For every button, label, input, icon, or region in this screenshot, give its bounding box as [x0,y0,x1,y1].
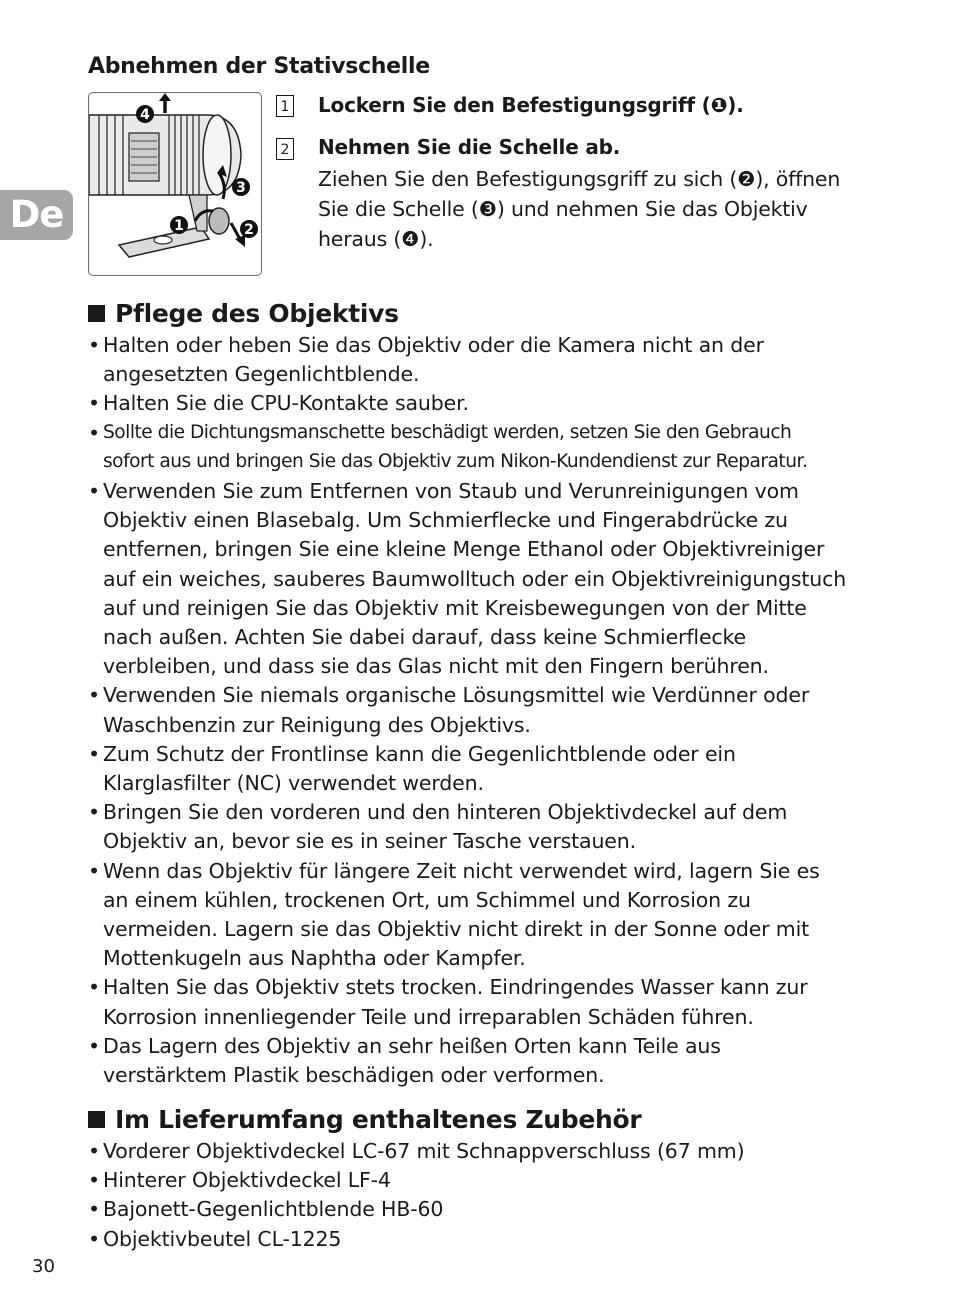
accessories-heading-text: Im Lieferumfang enthaltenes Zubehör [115,1105,642,1134]
care-bullet-line: Halten Sie die CPU-Kontakte sauber. [103,391,469,416]
bullet-marker: • [88,1033,100,1058]
care-bullet-line: Klarglasfilter (NC) verwendet werden. [103,771,484,795]
heading-square-icon [88,1111,105,1128]
bullet-marker: • [88,975,100,1000]
lens-collar-illustration [89,93,262,276]
care-bullet-line: auf ein weiches, sauberes Baumwolltuch oder ein Objektivreinigungstuch [103,566,847,591]
care-bullet-line: Waschbenzin zur Reinigung des Objektivs. [103,712,531,737]
care-bullet-line: entfernen, bringen Sie eine kleine Menge Ethanol oder Objektivreiniger [103,537,825,562]
care-bullet-line: Zum Schutz der Frontlinse kann die Gegenlichtblende oder ein [103,741,736,766]
care-bullet-line: verbleiben, und dass sie das Glas nicht mit den Fingern berühren. [103,654,769,679]
bullet-marker: • [88,683,100,708]
bullet-marker: • [88,741,100,766]
accessories-heading [88,1105,641,1134]
bullet-marker: • [88,479,100,503]
language-tab: De [0,190,73,240]
bullet-marker: • [88,420,100,445]
step-number-2: 2 [276,138,294,160]
bullet-marker: • [88,391,100,416]
callout-4: 4 [140,107,150,123]
tripod-collar-figure [88,92,262,276]
page-number: 30 [32,1256,55,1277]
bullet-marker: • [88,333,100,357]
step-2-text: Nehmen Sie die Schelle ab. [318,135,621,159]
care-bullet-line: auf und reinigen Sie das Objektiv mit Kreisbewegungen von der Mitte [103,595,807,620]
care-bullet-line: an einem kühlen, trockenen Ort, um Schimmel und Korrosion zu [103,887,751,912]
step-2-detail-line: Sie die Schelle (❸) und nehmen Sie das Objektiv [318,197,808,221]
care-bullet-line: vermeiden. Lagern sie das Objektiv nicht direkt in der Sonne oder mit [103,917,810,941]
care-bullet-line: Verwenden Sie zum Entfernen von Staub und Verunreinigungen vom [103,479,799,503]
care-bullet-line: angesetzten Gegenlichtblende. [103,362,420,387]
heading-square-icon [88,305,105,322]
tripod-collar-heading: Abnehmen der Stativschelle [88,54,430,79]
bullet-marker: • [88,1139,100,1163]
care-bullet-line: Objektiv an, bevor sie es in seiner Tasche verstauen. [103,829,636,854]
care-heading [88,299,399,328]
care-bullet-line: Sollte die Dichtungsmanschette beschädigt werden, setzen Sie den Gebrauch [103,421,792,443]
care-bullet-line: Mottenkugeln aus Naphtha oder Kampfer. [103,946,526,971]
care-bullet-line: sofort aus und bringen Sie das Objektiv zum Nikon-Kundendienst zur Reparatur. [103,450,808,472]
accessory-item: Hinterer Objektivdeckel LF-4 [103,1168,391,1193]
bullet-marker: • [88,1226,100,1251]
care-bullet-line: verstärktem Plastik beschädigen oder verformen. [103,1063,605,1087]
care-bullet-line: Wenn das Objektiv für längere Zeit nicht verwendet wird, lagern Sie es [103,858,820,883]
care-bullet-line: Halten Sie das Objektiv stets trocken. Eindringendes Wasser kann zur [103,975,808,1000]
care-heading-text: Pflege des Objektivs [115,299,399,328]
bullet-marker: • [88,1168,100,1193]
care-bullet-line: nach außen. Achten Sie dabei darauf, dass keine Schmierflecke [103,625,746,649]
step-1-text: Lockern Sie den Befestigungsgriff (❶). [318,93,744,117]
accessory-item: Vorderer Objektivdeckel LC-67 mit Schnappverschluss (67 mm) [103,1139,745,1163]
care-bullet-line: Das Lagern des Objektiv an sehr heißen Orten kann Teile aus [103,1033,721,1058]
step-2-detail-line: heraus (❹). [318,227,434,251]
care-bullet-line: Verwenden Sie niemals organische Lösungsmittel wie Verdünner oder [103,683,810,708]
bullet-marker: • [88,1197,100,1222]
callout-3: 3 [236,180,246,196]
bullet-marker: • [88,858,100,883]
callout-2: 2 [244,222,254,238]
step-number-1: 1 [276,95,294,117]
bullet-marker: • [88,800,100,825]
accessory-item: Objektivbeutel CL-1225 [103,1226,342,1251]
accessory-item: Bajonett-Gegenlichtblende HB-60 [103,1197,444,1222]
care-bullet-line: Objektiv einen Blasebalg. Um Schmierflecke und Fingerabdrücke zu [103,508,788,533]
step-2-detail-line: Ziehen Sie den Befestigungsgriff zu sich (❷), öffnen [318,167,841,191]
callout-1: 1 [174,218,184,234]
care-bullet-line: Korrosion innenliegender Teile und irreparablen Schäden führen. [103,1004,754,1029]
care-bullet-line: Bringen Sie den vorderen und den hinteren Objektivdeckel auf dem [103,800,788,825]
care-bullet-line: Halten oder heben Sie das Objektiv oder die Kamera nicht an der [103,333,764,357]
